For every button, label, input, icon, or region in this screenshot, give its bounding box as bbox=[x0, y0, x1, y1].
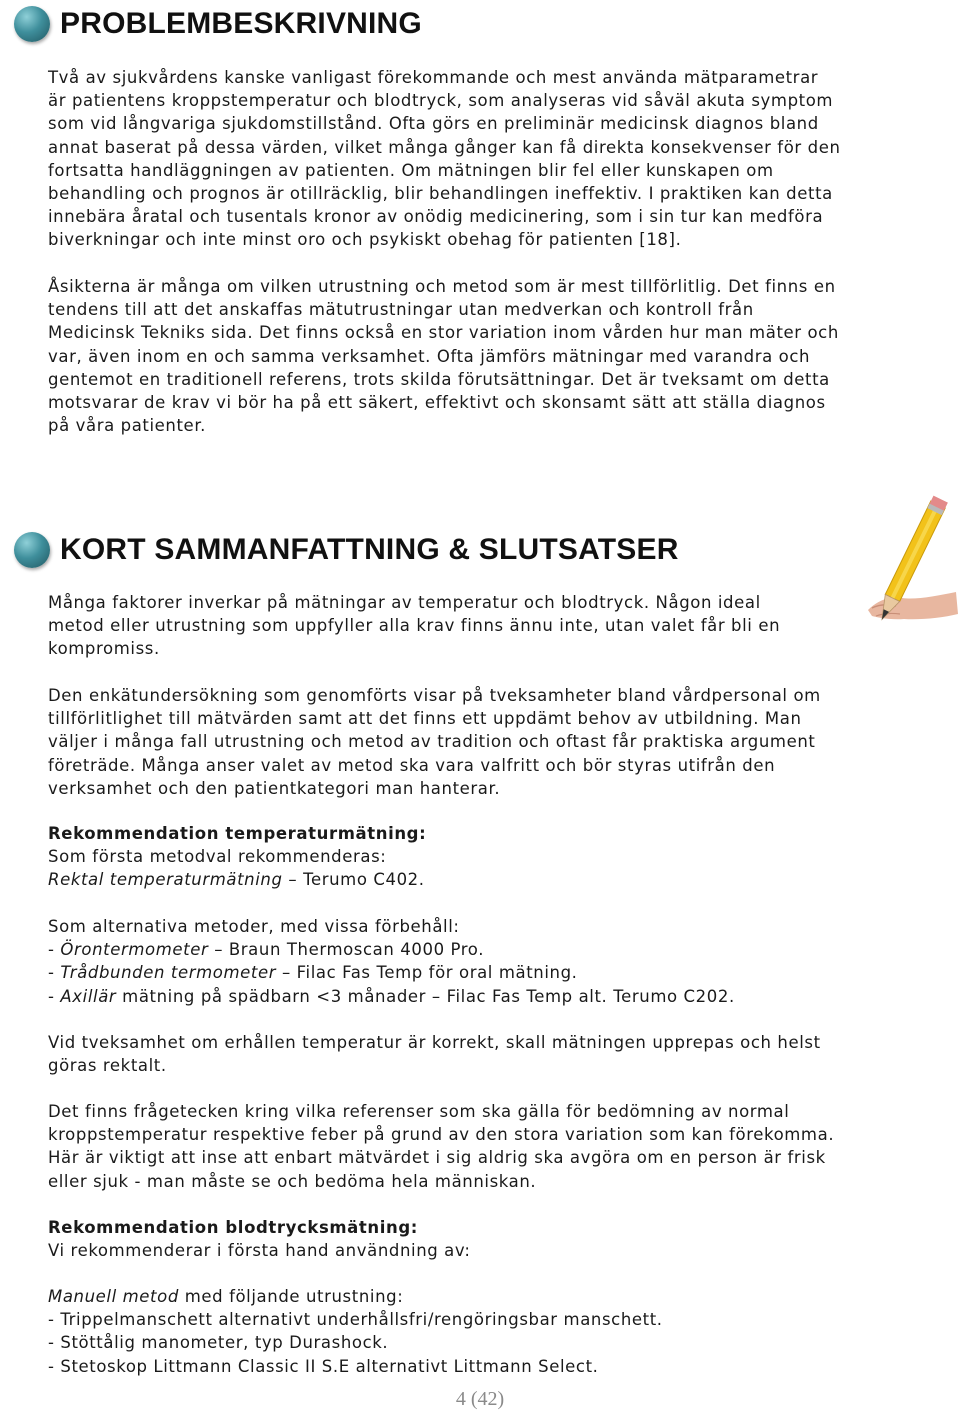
paragraph bbox=[48, 1100, 834, 1193]
recommendation-heading: Rekommendation blodtrycksmätning: bbox=[48, 1218, 418, 1237]
paragraph bbox=[48, 275, 839, 437]
device-name: – Braun Thermoscan 4000 Pro. bbox=[208, 940, 485, 960]
text-line: kompromiss. bbox=[48, 639, 160, 659]
page-number: 4 (42) bbox=[455, 1388, 505, 1410]
paragraph bbox=[48, 684, 821, 800]
text-line: Många faktorer inverkar på mätningar av temperatur och blodtryck. Någon ideal bbox=[48, 593, 761, 612]
list-dash: - bbox=[48, 963, 61, 983]
sphere-bullet-icon bbox=[14, 6, 50, 42]
device-name: – Filac Fas Temp för oral mätning. bbox=[276, 963, 578, 983]
section-title: PROBLEMBESKRIVNING bbox=[60, 7, 422, 40]
section-title: KORT SAMMANFATTNING & SLUTSATSER bbox=[60, 533, 679, 566]
list-item bbox=[48, 985, 735, 1008]
text-line: väljer i många fall utrustning och metod av tradition och oftast får praktiska argument bbox=[48, 732, 816, 752]
text-line: eller sjuk - man måste se och bedöma hela människan. bbox=[48, 1171, 537, 1191]
text-line: motsvarar de krav vi bör ha på ett säkert, effektivt och skonsamt sätt att ställa diagnos bbox=[48, 393, 826, 413]
list-dash: - bbox=[48, 940, 61, 960]
method-name: Örontermometer bbox=[60, 940, 209, 960]
text-line: innebära åratal och tusentals kronor av onödig medicinering, som i sin tur kan medföra bbox=[48, 207, 824, 227]
text-line: Här är viktigt att inse att enbart mätvärdet i sig aldrig ska avgöra om en person är frisk bbox=[48, 1148, 826, 1168]
method-name: Rektal temperaturmätning bbox=[48, 870, 283, 890]
method-name: Axillär bbox=[60, 986, 117, 1006]
device-name: – Terumo C402. bbox=[282, 870, 425, 890]
list-item: - Trippelmanschett alternativt underhållsfri/rengöringsbar manschett. bbox=[48, 1310, 663, 1330]
method-name: Trådbunden termometer bbox=[60, 963, 277, 983]
temperature-recommendation bbox=[48, 822, 426, 892]
text-line bbox=[48, 1285, 663, 1308]
text-line: var, även inom en och samma verksamhet. Ofta jämförs mätningar med varandra och bbox=[48, 346, 811, 366]
method-name: Manuell metod bbox=[48, 1287, 179, 1306]
text-line: verksamhet och den patientkategori man hanterar. bbox=[48, 778, 501, 798]
text-line: kroppstemperatur respektive feber på grund av den stora variation som kan förekomma. bbox=[48, 1125, 835, 1145]
text-line: är patientens kroppstemperatur och blodtryck, som analyseras vid såväl akuta symptom bbox=[48, 91, 834, 111]
text-line: som vid långvariga sjukdomstillstånd. Ofta görs en preliminär medicinsk diagnos bland bbox=[48, 114, 819, 134]
text-line: Den enkätundersökning som genomförts visar på tveksamheter bland vårdpersonal om bbox=[48, 686, 821, 705]
text-line: Vid tveksamhet om erhållen temperatur är korrekt, skall mätningen upprepas och helst bbox=[48, 1033, 821, 1052]
text-line: göras rektalt. bbox=[48, 1056, 167, 1076]
text-line: företräde. Många anser valet av metod ska vara valfritt och bör styras utifrån den bbox=[48, 755, 776, 775]
text-line: Medicinsk Tekniks sida. Det finns också en stor variation inom vården hur man mäter och bbox=[48, 323, 839, 343]
text-line: biverkningar och inte minst oro och psykiskt obehag för patienten [18]. bbox=[48, 230, 682, 250]
list-item bbox=[48, 961, 735, 984]
blood-pressure-equipment bbox=[48, 1285, 663, 1378]
text-line: Det finns frågetecken kring vilka referenser som ska gälla för bedömning av normal bbox=[48, 1102, 790, 1121]
paragraph bbox=[48, 591, 780, 661]
text-line: Som alternativa metoder, med vissa förbehåll: bbox=[48, 917, 460, 936]
paragraph bbox=[48, 66, 841, 252]
text-line: gentemot en traditionell referens, trots skilda förutsättningar. Det är tveksamt om detta bbox=[48, 369, 830, 389]
list-item: - Stöttålig manometer, typ Durashock. bbox=[48, 1333, 389, 1353]
text-line: Vi rekommenderar i första hand användning av: bbox=[48, 1241, 471, 1261]
text-span: med följande utrustning: bbox=[178, 1287, 404, 1306]
paragraph bbox=[48, 1031, 821, 1077]
list-item: - Stetoskop Littmann Classic II S.E alternativt Littmann Select. bbox=[48, 1356, 599, 1376]
sphere-bullet-icon bbox=[14, 532, 50, 568]
text-line: fortsatta handläggningen av patienten. Om mätningen blir fel eller kunskapen om bbox=[48, 160, 774, 180]
blood-pressure-recommendation bbox=[48, 1216, 471, 1262]
text-line: Som första metodval rekommenderas: bbox=[48, 847, 387, 867]
text-line: metod eller utrustning som uppfyller alla krav finns ännu inte, utan valet får bli en bbox=[48, 616, 781, 636]
list-item bbox=[48, 938, 735, 961]
text-line: på våra patienter. bbox=[48, 416, 207, 436]
section-heading-sammanfattning bbox=[14, 532, 679, 568]
section-heading-problembeskrivning bbox=[14, 6, 422, 42]
recommendation-heading: Rekommendation temperaturmätning: bbox=[48, 824, 427, 843]
temperature-alternatives bbox=[48, 915, 735, 1008]
pencil-in-hand-icon bbox=[850, 492, 958, 640]
text-line: annat baserat på dessa värden, vilket många gånger kan få direkta konsekvenser för den bbox=[48, 137, 841, 157]
text-line bbox=[48, 868, 426, 891]
list-dash: - bbox=[48, 986, 61, 1006]
text-line: Två av sjukvårdens kanske vanligast förekommande och mest använda mätparametrar bbox=[48, 68, 819, 87]
text-line: Åsikterna är många om vilken utrustning och metod som är mest tillförlitlig. Det finns en bbox=[48, 277, 836, 296]
text-line: tendens till att det anskaffas mätutrustningar utan medverkan och kontroll från bbox=[48, 300, 754, 320]
text-line: tillförlitlighet till mätvärden samt att det finns ett uppdämt behov av utbildning. Man bbox=[48, 709, 802, 729]
text-line: behandling och prognos är otillräcklig, blir behandlingen ineffektiv. I praktiken kan detta bbox=[48, 184, 833, 204]
device-name: mätning på spädbarn <3 månader – Filac Fas Temp alt. Terumo C202. bbox=[116, 986, 735, 1006]
